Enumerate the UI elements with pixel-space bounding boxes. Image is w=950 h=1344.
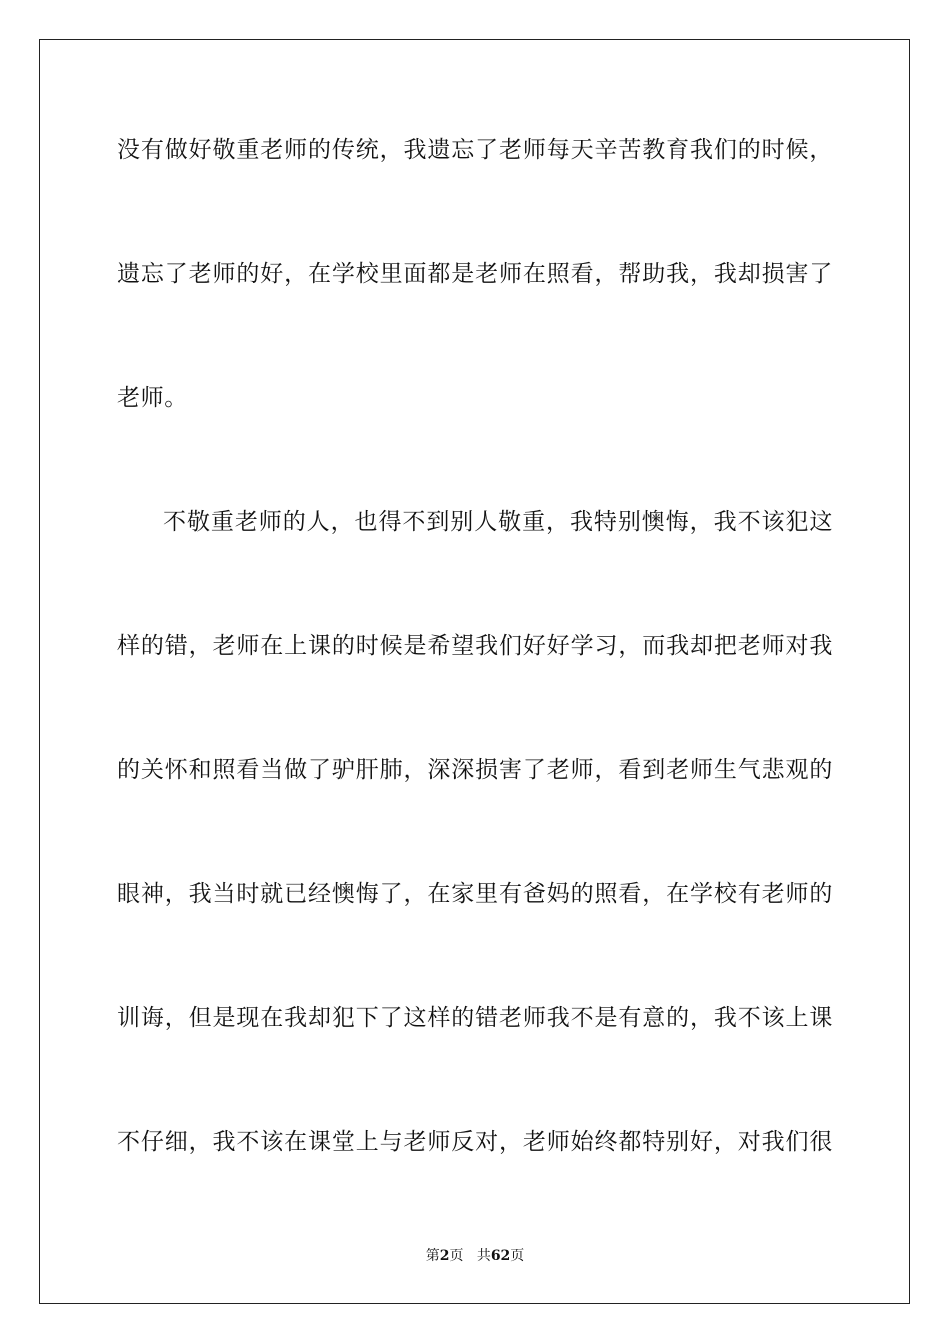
- footer-page-prefix: 第: [425, 1248, 440, 1264]
- footer-page-suffix: 页: [449, 1248, 464, 1264]
- text-line-8: 训诲，但是现在我却犯下了这样的错老师我不是有意的，我不该上课: [117, 1005, 833, 1031]
- text-line-2: 遗忘了老师的好，在学校里面都是老师在照看，帮助我，我却损害了: [117, 261, 833, 287]
- text-line-9: 不仔细，我不该在课堂上与老师反对，老师始终都特别好，对我们很: [117, 1129, 833, 1155]
- text-line-4: 不敬重老师的人，也得不到别人敬重，我特别懊悔，我不该犯这: [163, 509, 833, 535]
- text-line-6: 的关怀和照看当做了驴肝肺，深深损害了老师，看到老师生气悲观的: [117, 757, 833, 783]
- page-border: [39, 39, 910, 1304]
- text-line-7: 眼神，我当时就已经懊悔了，在家里有爸妈的照看，在学校有老师的: [117, 881, 833, 907]
- footer-total-pages: 62: [490, 1248, 511, 1264]
- text-line-5: 样的错，老师在上课的时候是希望我们好好学习，而我却把老师对我: [117, 633, 833, 659]
- footer-page-number: 2: [439, 1248, 450, 1264]
- footer-total-suffix: 页: [510, 1248, 525, 1264]
- text-line-3: 老师。: [117, 385, 188, 411]
- footer-total-prefix: 共: [476, 1248, 491, 1264]
- text-line-1: 没有做好敬重老师的传统，我遗忘了老师每天辛苦教育我们的时候，: [117, 137, 833, 163]
- page-footer: [0, 1247, 950, 1265]
